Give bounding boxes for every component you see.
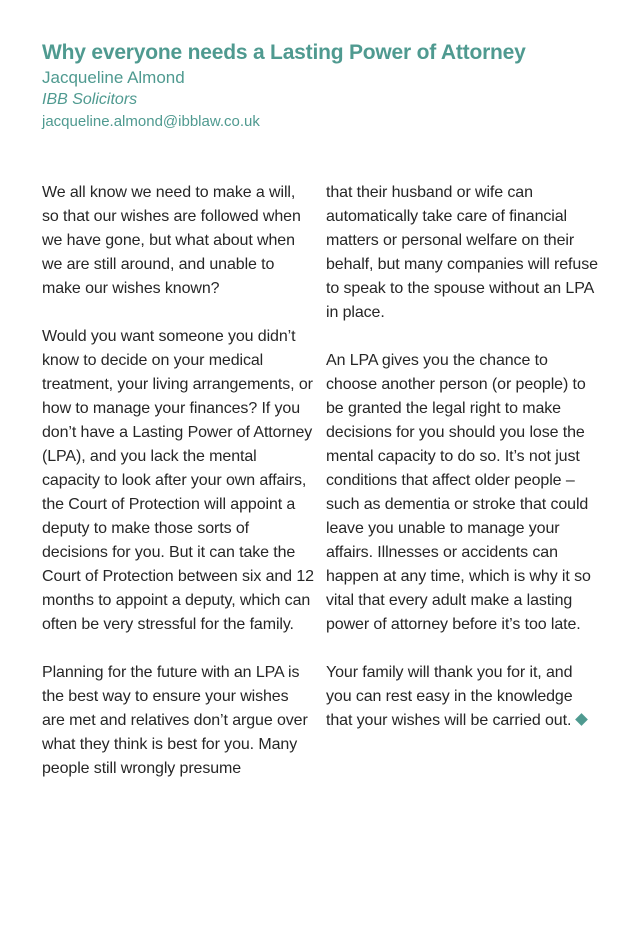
author-organization: IBB Solicitors [42, 91, 138, 108]
paragraph: that their husband or wife can automatically take care of financial matters or personal welfare on their behalf, but many companies will refuse to speak to the spouse without an LPA in place. [326, 184, 598, 321]
closing-paragraph [326, 661, 598, 733]
author-email: jacqueline.almond@ibblaw.co.uk [42, 113, 260, 130]
article-title: Why everyone needs a Lasting Power of Attorney [42, 41, 526, 64]
article-column-right [326, 181, 598, 757]
diamond-end-mark-icon [575, 713, 588, 726]
paragraph: Would you want someone you didn’t know to decide on your medical treatment, your living arrangements, or how to manage your finances? If you don’t have a Lasting Power of Attorney (LPA), and you lack the mental capacity to look after your own affairs, the Court of Protection will appoint a deputy to make those sorts of decisions for you. But it can take the Court of Protection between six and 12 months to appoint a deputy, which can often be very stressful for the family. [42, 328, 314, 633]
paragraph: Planning for the future with an LPA is the best way to ensure your wishes are met and relatives don’t argue over what they think is best for you. Many people still wrongly presume [42, 664, 308, 777]
paragraph: An LPA gives you the chance to choose another person (or people) to be granted the legal right to make decisions for you should you lose the mental capacity to do so. It’s not just conditions that affect older people – such as dementia or stroke that could leave you unable to manage your affairs. Illnesses or accidents can happen at any time, which is why it so vital that every adult make a lasting power of attorney before it’s too late. [326, 352, 591, 633]
closing-text: Your family will thank you for it, and you can rest easy in the knowledge that your wishes will be carried out. [326, 664, 573, 729]
article-header [42, 40, 602, 133]
author-name: Jacqueline Almond [42, 68, 185, 87]
article-column-left [42, 181, 314, 805]
paragraph: We all know we need to make a will, so that our wishes are followed when we have gone, but what about when we are still around, and unable to make our wishes known? [42, 184, 301, 297]
